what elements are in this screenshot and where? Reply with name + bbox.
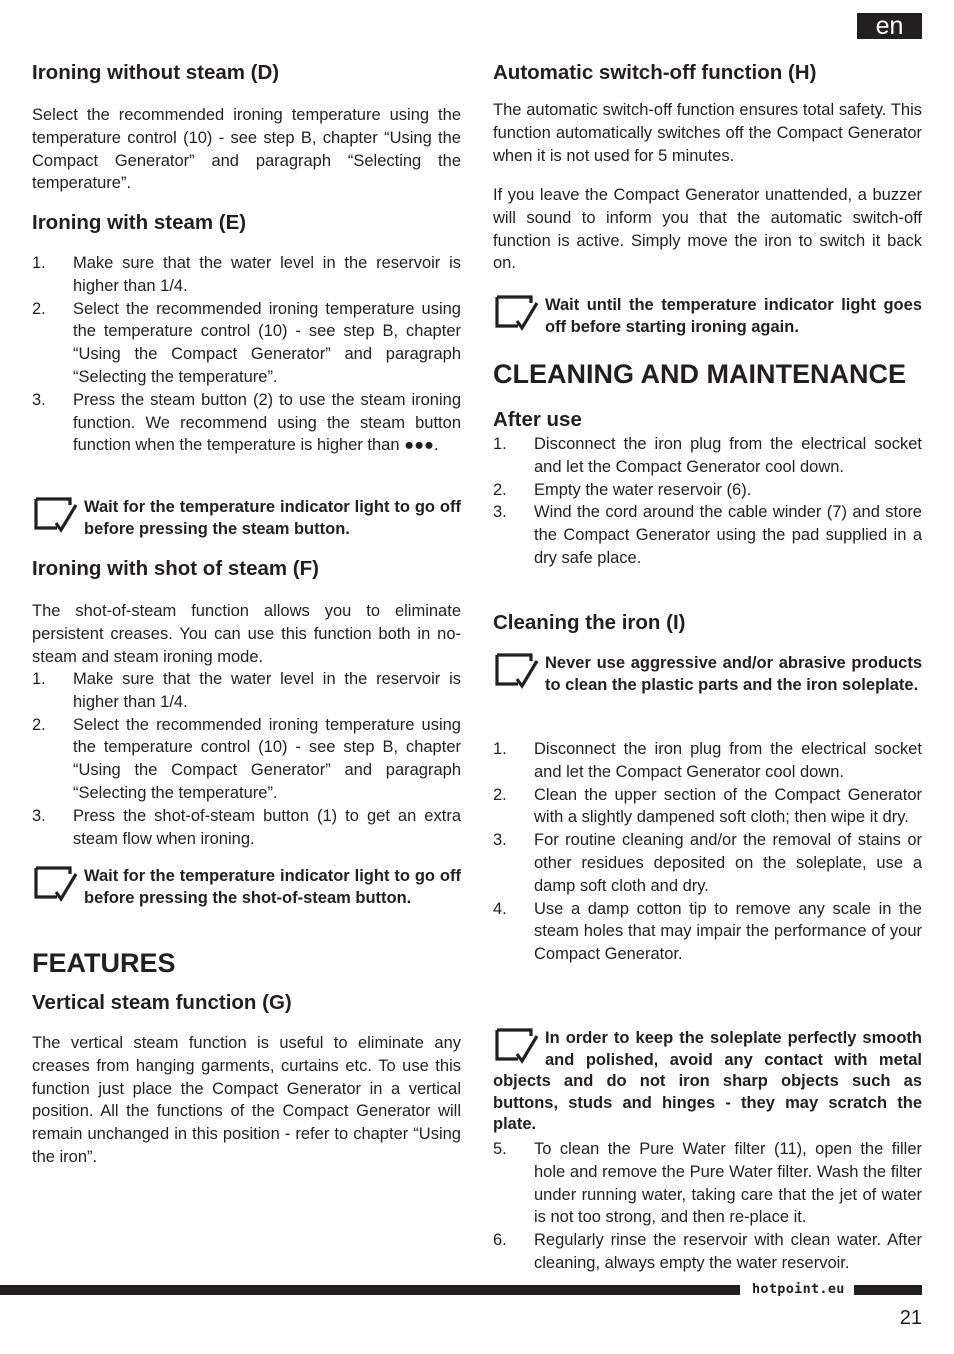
list-item-number: 4. — [493, 899, 507, 918]
section-i-note-1 — [493, 653, 922, 696]
section-h-text-2: If you leave the Compact Generator unattended, a buzzer will sound to inform you that the automatic switch-off function is active. Simply move the iron to switch it back on. — [493, 186, 922, 273]
list-item — [32, 714, 461, 805]
note-text: Wait for the temperature indicator light to go off before pressing the shot-of-steam button. — [84, 867, 461, 907]
cleaning-list-b — [493, 1138, 922, 1275]
cleaning-heading: CLEANING AND MAINTENANCE — [493, 359, 906, 389]
list-item-number: 1. — [32, 254, 46, 272]
list-item-text: For routine cleaning and/or the removal of stains or other residues deposited on the soleplate, use a damp soft cloth and dry. — [534, 831, 922, 895]
list-item — [32, 805, 461, 851]
list-item-number: 1. — [493, 435, 507, 453]
list-item-number: 5. — [493, 1140, 507, 1158]
list-item-text: Make sure that the water level in the reservoir is higher than 1/4. — [73, 670, 461, 711]
section-e-list — [32, 252, 461, 457]
list-item-text: Clean the upper section of the Compact Generator with a slightly dampened soft cloth; then wipe it dry. — [534, 785, 922, 827]
section-d-text: Select the recommended ironing temperature using the temperature control (10) - see step B, chapter “Using the Compact Generator” and paragraph “Selecting the temperature”. — [32, 106, 461, 193]
list-item-number: 3. — [493, 831, 507, 850]
footer-rule-left — [0, 1285, 740, 1295]
list-item — [32, 298, 461, 389]
list-item-number: 1. — [493, 740, 507, 758]
list-item — [493, 829, 922, 897]
note-text: In order to keep the soleplate perfectly smooth and polished, avoid any contact with metal objects and do not iron sharp objects such as buttons, studs and hinges - they may scratch the plate. — [493, 1029, 922, 1133]
features-heading: FEATURES — [32, 948, 176, 978]
section-title-e: Ironing with steam (E) — [32, 211, 247, 234]
list-item — [32, 252, 461, 298]
note-text: Wait until the temperature indicator light goes off before starting ironing again. — [545, 296, 922, 336]
note-check-icon — [493, 1026, 545, 1066]
note-check-icon — [32, 495, 84, 535]
section-f-list — [32, 668, 461, 850]
list-item — [493, 433, 922, 479]
section-f-text: The shot-of-steam function allows you to eliminate persistent creases. You can use this function both in no-steam and steam ironing mode. — [32, 602, 461, 666]
section-h-note — [493, 295, 922, 338]
footer-brand: hotpoint.eu — [752, 1281, 845, 1297]
list-item-number: 2. — [493, 785, 507, 804]
page-number: 21 — [899, 1307, 922, 1329]
list-item — [493, 738, 922, 784]
list-item-text: Use a damp cotton tip to remove any scale in the steam holes that may impair the performance of your Compact Generator. — [534, 899, 922, 964]
section-title-h: Automatic switch-off function (H) — [493, 61, 817, 84]
list-item-number: 3. — [32, 806, 46, 825]
list-item — [32, 389, 461, 457]
section-i-note-2 — [493, 1028, 922, 1136]
list-item-number: 2. — [493, 480, 507, 499]
section-f-note — [32, 866, 461, 909]
note-text: Wait for the temperature indicator light to go off before pressing the steam button. — [84, 498, 461, 538]
note-check-icon — [493, 651, 545, 691]
note-check-icon — [32, 864, 84, 904]
note-check-icon — [493, 293, 545, 333]
list-item — [493, 1229, 922, 1275]
language-badge: en — [857, 13, 922, 39]
list-item-text: Press the shot-of-steam button (1) to get an extra steam flow when ironing. — [73, 806, 461, 848]
list-item — [493, 479, 922, 502]
section-e-note — [32, 497, 461, 540]
section-title-g: Vertical steam function (G) — [32, 991, 292, 1014]
list-item-number: 1. — [32, 670, 46, 688]
list-item-text: Press the steam button (2) to use the steam ironing function. We recommend using the steam button function when the temperature is higher than ●●●. — [73, 390, 461, 455]
section-title-i: Cleaning the iron (I) — [493, 611, 686, 634]
footer-rule-right — [854, 1285, 922, 1295]
list-item — [493, 1138, 922, 1229]
section-title-f: Ironing with shot of steam (F) — [32, 557, 319, 580]
section-g-text: The vertical steam function is useful to eliminate any creases from hanging garments, curtains etc. To use this function just place the Compact Generator in a vertical position. All the functions of the Compact Generator will remain unchanged in this position - refer to chapter “Using the iron”. — [32, 1034, 461, 1166]
list-item-number: 3. — [493, 503, 507, 522]
list-item-text: Disconnect the iron plug from the electrical socket and let the Compact Generator cool down. — [534, 740, 922, 781]
list-item-number: 2. — [32, 715, 46, 734]
list-item-text: Disconnect the iron plug from the electrical socket and let the Compact Generator cool down. — [534, 435, 922, 476]
after-use-list — [493, 433, 922, 570]
list-item — [493, 784, 922, 830]
list-item-text: Empty the water reservoir (6). — [534, 480, 752, 499]
list-item — [32, 668, 461, 714]
list-item — [493, 501, 922, 569]
note-text: Never use aggressive and/or abrasive products to clean the plastic parts and the iron soleplate. — [545, 654, 922, 694]
list-item-number: 3. — [32, 390, 46, 409]
section-h-text-1: The automatic switch-off function ensures total safety. This function automatically switches off the Compact Generator when it is not used for 5 minutes. — [493, 101, 922, 165]
list-item-number: 6. — [493, 1231, 507, 1250]
list-item-text: Make sure that the water level in the reservoir is higher than 1/4. — [73, 254, 461, 295]
list-item — [493, 898, 922, 966]
section-title-d: Ironing without steam (D) — [32, 61, 280, 84]
list-item-text: Select the recommended ironing temperature using the temperature control (10) - see step B, chapter “Using the Compact Generator” and paragraph “Selecting the temperature”. — [73, 715, 461, 802]
list-item-number: 2. — [32, 299, 46, 318]
section-title-after-use: After use — [493, 408, 582, 431]
list-item-text: To clean the Pure Water filter (11), open the filler hole and remove the Pure Water filter. Wash the filter under running water, taking care that the jet of water is not too strong, and then re-place it. — [534, 1140, 922, 1227]
list-item-text: Regularly rinse the reservoir with clean water. After cleaning, always empty the water reservoir. — [534, 1231, 922, 1272]
list-item-text: Wind the cord around the cable winder (7) and store the Compact Generator using the pad supplied in a dry safe place. — [534, 503, 922, 567]
cleaning-list-a — [493, 738, 922, 966]
list-item-text: Select the recommended ironing temperature using the temperature control (10) - see step B, chapter “Using the Compact Generator” and paragraph “Selecting the temperature”. — [73, 299, 461, 386]
